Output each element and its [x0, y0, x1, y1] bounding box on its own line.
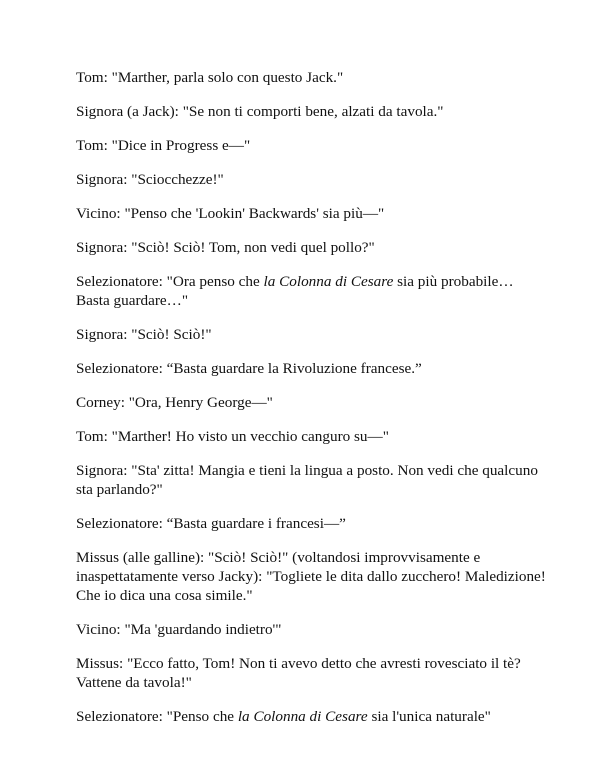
line-text-italic: la Colonna di Cesare [237, 708, 368, 725]
dialogue-line-3 [76, 136, 546, 155]
dialogue-line-10 [76, 393, 546, 412]
dialogue-line-2 [76, 102, 546, 121]
line-text: Signora: "Sta' zitta! Mangia e tieni la lingua a posto. Non vedi che qualcuno sta parlando?" [76, 462, 538, 498]
line-text: sia più probabile… Basta guardare…" [76, 273, 514, 309]
line-text: Selezionatore: “Basta guardare i francesi—” [76, 515, 346, 532]
line-text: Signora (a Jack): "Se non ti comporti bene, alzati da tavola." [76, 103, 444, 120]
dialogue-line-6 [76, 238, 546, 257]
dialogue-line-13 [76, 514, 546, 533]
line-text: Signora: "Sciò! Sciò! Tom, non vedi quel pollo?" [76, 239, 375, 256]
dialogue-line-11 [76, 427, 546, 446]
line-text: Corney: "Ora, Henry George—" [76, 394, 273, 411]
line-text: Vicino: "Ma 'guardando indietro'" [76, 621, 282, 638]
dialogue-line-14 [76, 548, 546, 605]
dialogue-line-16 [76, 654, 546, 692]
line-text: Signora: "Sciocchezze!" [76, 171, 224, 188]
dialogue-line-15 [76, 620, 546, 639]
line-text: Tom: "Marther, parla solo con questo Jack." [76, 69, 344, 86]
line-text: Selezionatore: “Basta guardare la Rivoluzione francese.” [76, 360, 422, 377]
document-page [76, 68, 546, 741]
line-text: Selezionatore: "Ora penso che [76, 273, 264, 290]
dialogue-line-17 [76, 707, 546, 726]
line-text: Signora: "Sciò! Sciò!" [76, 326, 212, 343]
line-text: Vicino: "Penso che 'Lookin' Backwards' sia più—" [76, 205, 385, 222]
dialogue-line-5 [76, 204, 546, 223]
line-text: Tom: "Marther! Ho visto un vecchio canguro su—" [76, 428, 389, 445]
line-text: Tom: "Dice in Progress e—" [76, 137, 251, 154]
dialogue-line-12 [76, 461, 546, 499]
line-text: Missus: "Ecco fatto, Tom! Non ti avevo detto che avresti rovesciato il tè? Vattene da tavola!" [76, 655, 521, 691]
line-text-italic: la Colonna di Cesare [263, 273, 394, 290]
dialogue-line-1 [76, 68, 546, 87]
dialogue-line-7 [76, 272, 546, 310]
line-text: sia l'unica naturale" [367, 708, 491, 725]
dialogue-line-8 [76, 325, 546, 344]
dialogue-line-9 [76, 359, 546, 378]
line-text: Missus (alle galline): "Sciò! Sciò!" (voltandosi improvvisamente e inaspettatamente verso Jacky): "Togliete le dita dallo zucchero! Maledizione! Che io dica una cosa simile." [76, 549, 546, 604]
dialogue-line-4 [76, 170, 546, 189]
line-text: Selezionatore: "Penso che [76, 708, 238, 725]
